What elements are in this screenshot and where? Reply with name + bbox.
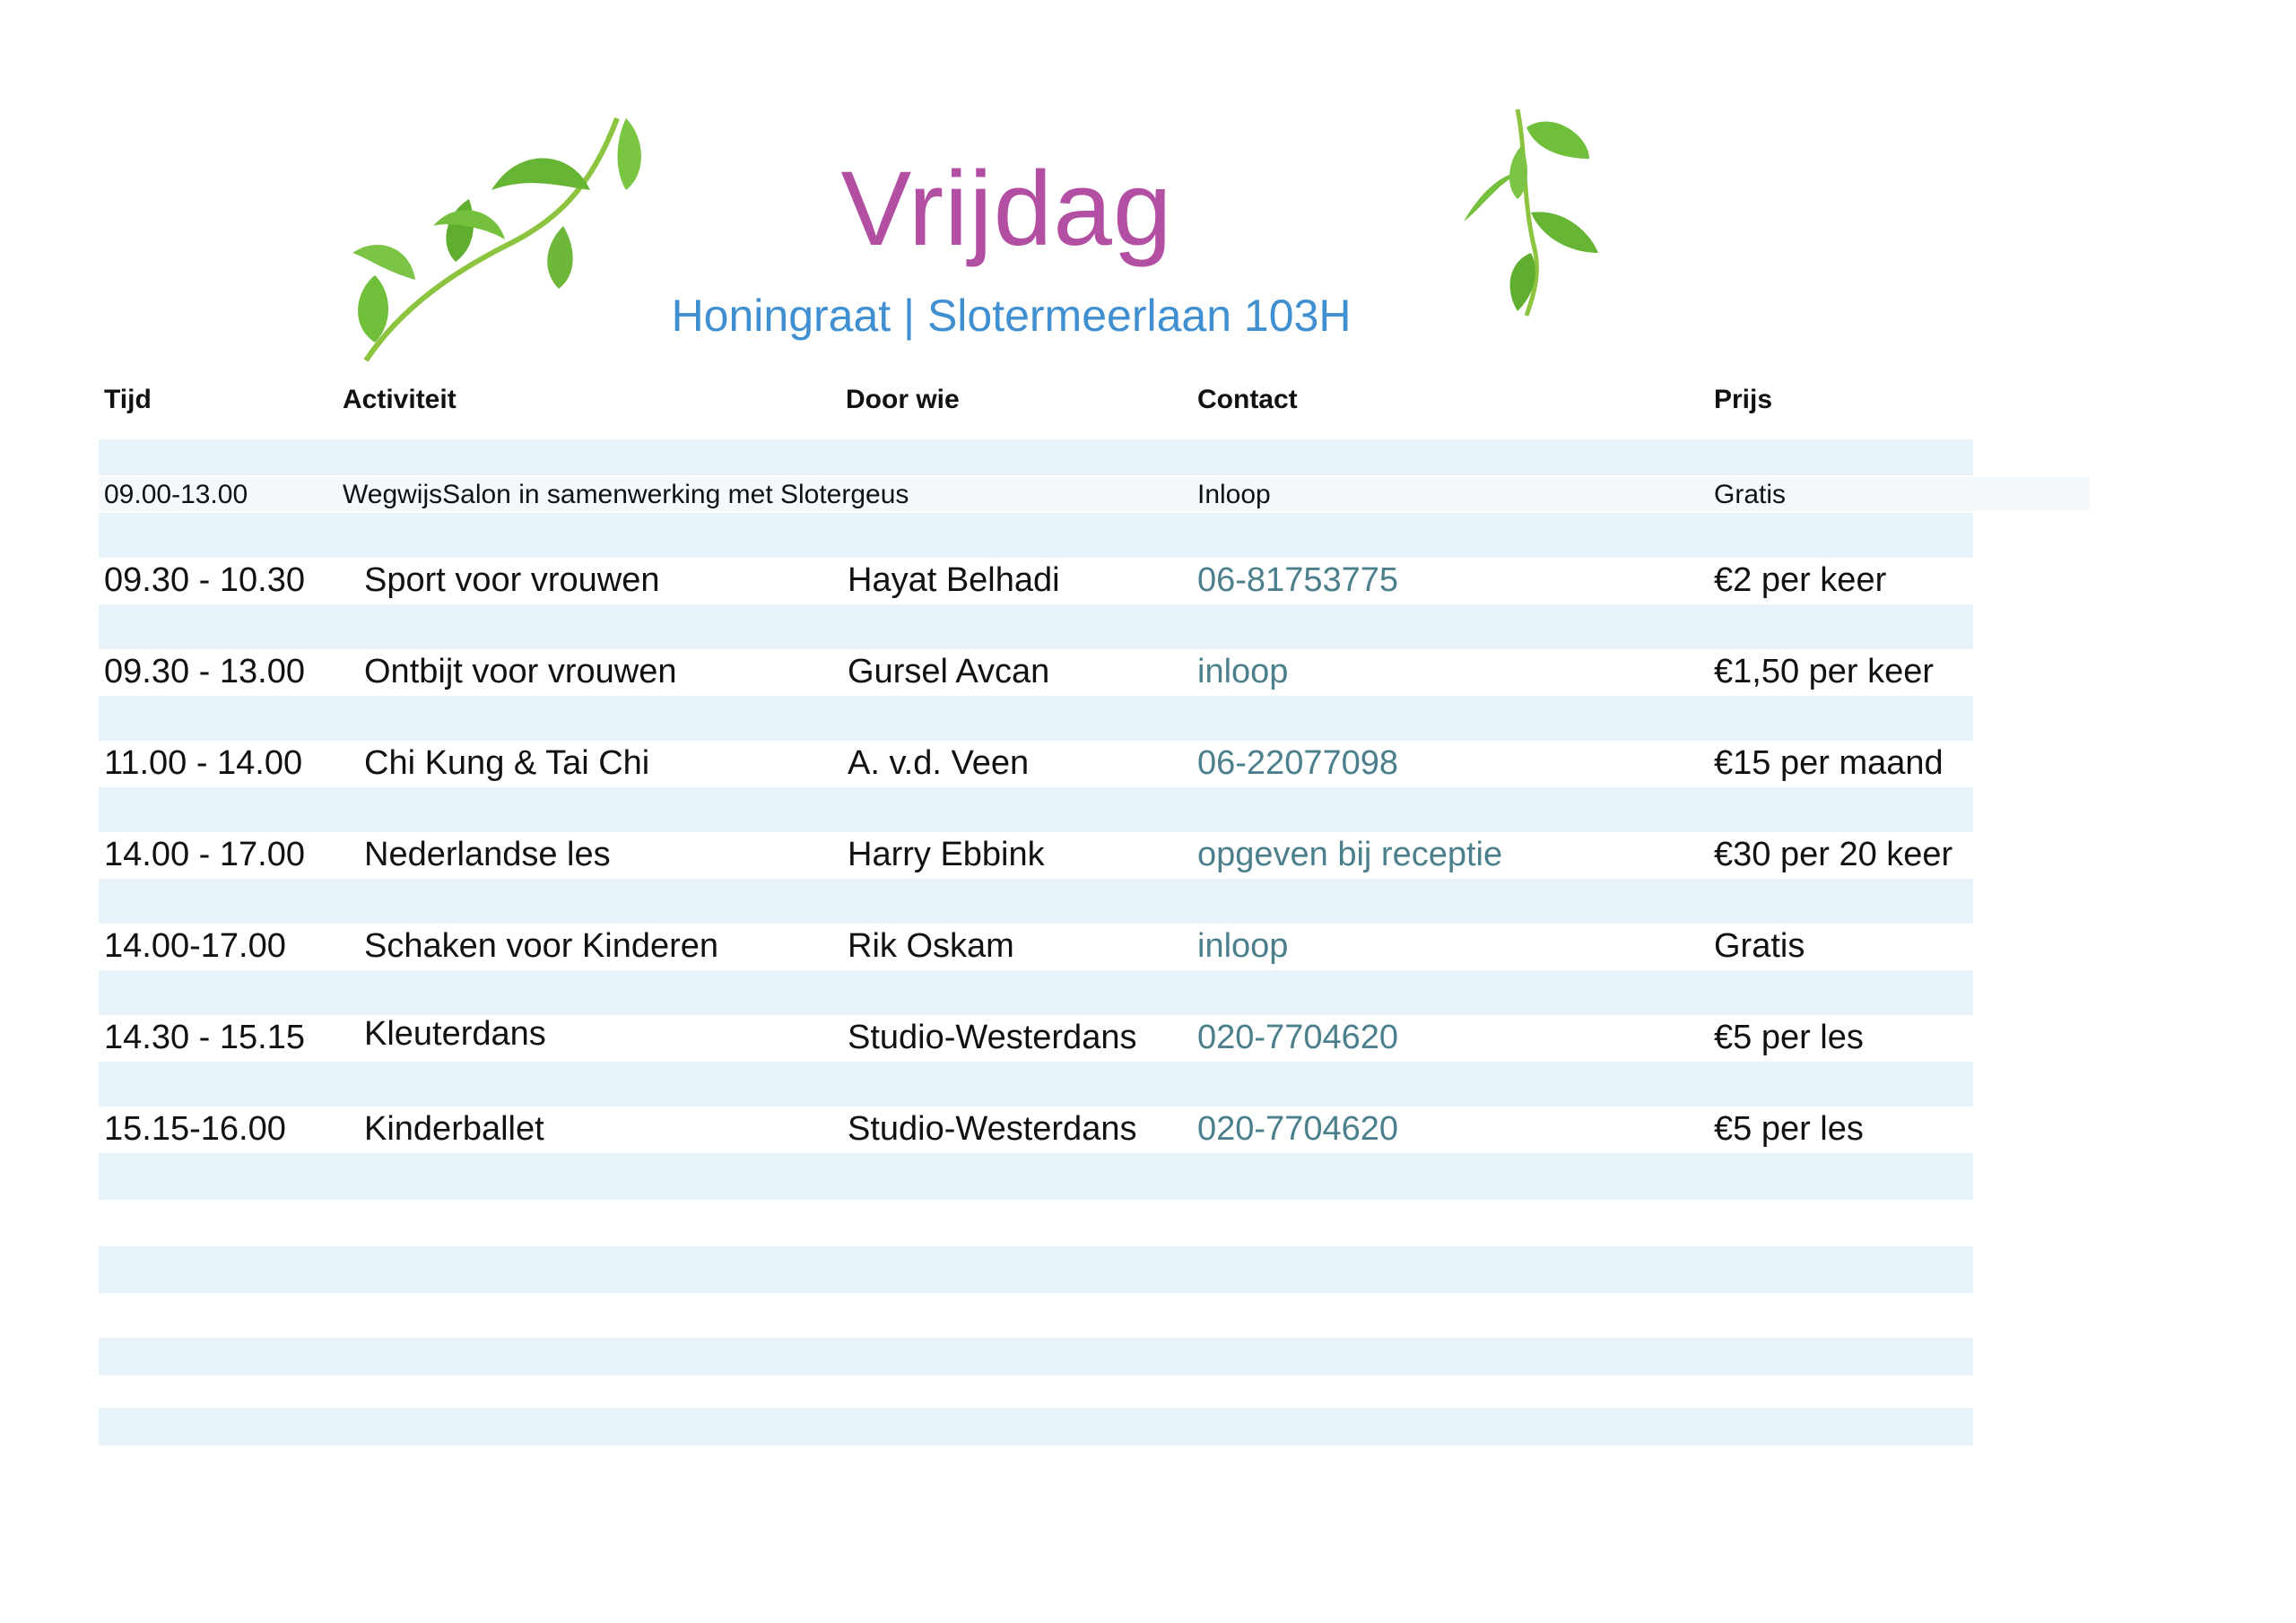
row-activiteit: Sport voor vrouwen [364,561,660,599]
row-band [99,1338,1973,1376]
row-tijd: 09.30 - 10.30 [104,561,305,599]
page-title: Vrijdag [840,150,1173,268]
row-activiteit: Kleuterdans [364,1015,546,1053]
page-subtitle: Honingraat | Slotermeerlaan 103H [671,291,1352,341]
column-header-prijs: Prijs [1714,385,1773,414]
row-contact: 020-7704620 [1197,1110,1398,1148]
row-band [99,439,1973,475]
row-door-wie: Gursel Avcan [848,653,1050,690]
featured-tijd: 09.00-13.00 [104,480,248,509]
row-prijs: €2 per keer [1714,561,1887,599]
row-door-wie: Studio-Westerdans [848,1019,1137,1056]
row-band [99,1246,1973,1293]
row-band [99,970,1973,1015]
column-header-tijd: Tijd [104,385,152,414]
row-band [99,696,1973,741]
column-header-activiteit: Activiteit [343,385,457,414]
row-tijd: 14.00 - 17.00 [104,836,305,873]
row-door-wie: Studio-Westerdans [848,1110,1137,1148]
row-band [99,1408,1973,1445]
row-prijs: €5 per les [1714,1110,1864,1148]
featured-prijs: Gratis [1714,480,1787,509]
row-prijs: Gratis [1714,927,1805,965]
row-prijs: €5 per les [1714,1019,1864,1056]
row-tijd: 15.15-16.00 [104,1110,286,1148]
featured-activiteit: WegwijsSalon in samenwerking met Slotergeus [343,480,909,509]
row-band [99,787,1973,832]
row-band [99,1153,1973,1200]
row-activiteit: Nederlandse les [364,836,611,873]
row-door-wie: Rik Oskam [848,927,1014,965]
row-contact: 06-22077098 [1197,744,1398,782]
row-prijs: €15 per maand [1714,744,1944,782]
row-door-wie: Hayat Belhadi [848,561,1060,599]
row-activiteit: Chi Kung & Tai Chi [364,744,650,782]
row-contact: inloop [1197,653,1289,690]
row-band [99,1062,1973,1107]
column-header-contact: Contact [1197,385,1298,414]
row-activiteit: Schaken voor Kinderen [364,927,719,965]
row-band [99,604,1973,649]
row-tijd: 11.00 - 14.00 [104,744,303,782]
row-contact: opgeven bij receptie [1197,836,1503,873]
row-door-wie: Harry Ebbink [848,836,1045,873]
row-prijs: €1,50 per keer [1714,653,1935,690]
column-header-door-wie: Door wie [846,385,960,414]
row-band [99,513,1973,558]
row-tijd: 14.00-17.00 [104,927,286,965]
row-contact: 06-81753775 [1197,561,1398,599]
row-contact: inloop [1197,927,1289,965]
featured-contact: Inloop [1197,480,1271,509]
row-band [99,879,1973,924]
row-tijd: 09.30 - 13.00 [104,653,305,690]
row-activiteit: Ontbijt voor vrouwen [364,653,677,690]
row-contact: 020-7704620 [1197,1019,1398,1056]
row-activiteit: Kinderballet [364,1110,544,1148]
row-prijs: €30 per 20 keer [1714,836,1953,873]
row-tijd: 14.30 - 15.15 [104,1019,305,1056]
row-door-wie: A. v.d. Veen [848,744,1030,782]
